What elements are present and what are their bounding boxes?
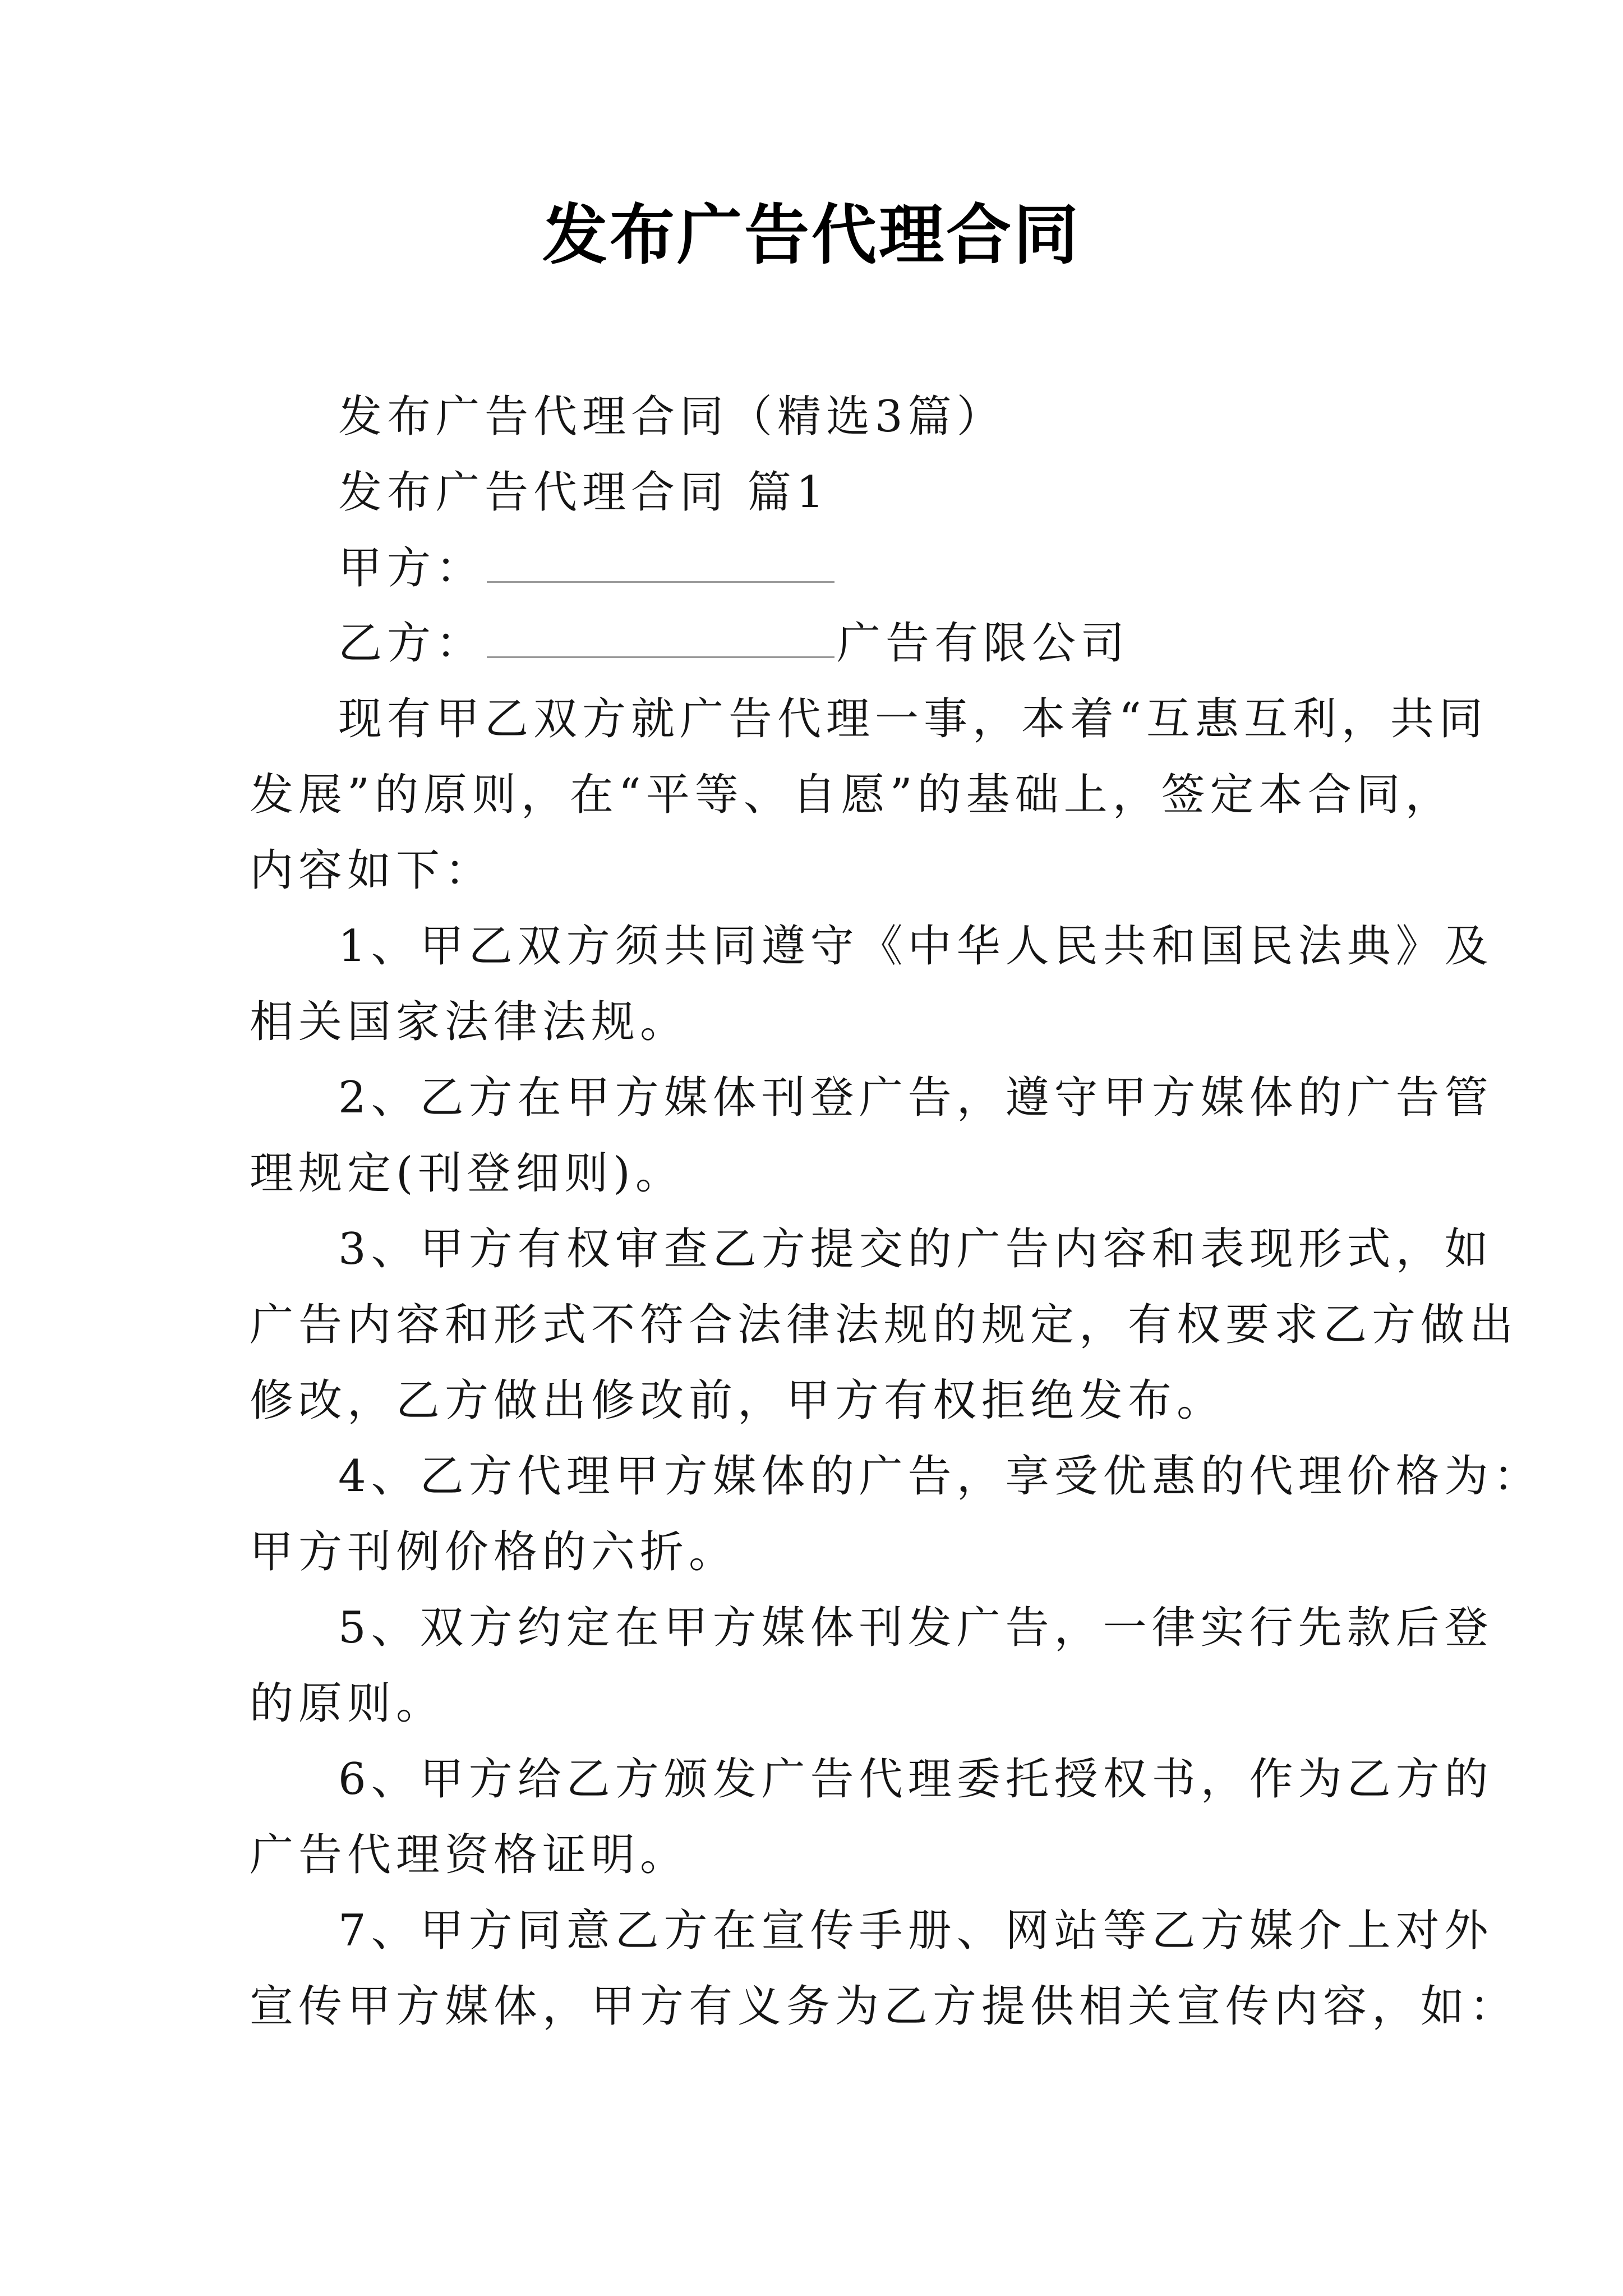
party-a-blank (487, 536, 834, 583)
party-b-suffix: 广告有限公司 (837, 618, 1130, 669)
clause-1-line: 1、甲乙双方须共同遵守《中华人民共和国民法典》及 (338, 921, 1493, 972)
clause-7-line: 宣传甲方媒体，甲方有义务为乙方提供相关宣传内容，如： (250, 1981, 1519, 2032)
intro-line: 现有甲乙双方就广告代理一事，本着“互惠互利，共同 (338, 694, 1488, 744)
clause-5-line: 5、双方约定在甲方媒体刊发广告，一律实行先款后登 (338, 1603, 1493, 1653)
document-subtitle: 发布广告代理合同（精选3篇） (338, 392, 1006, 442)
section-heading: 发布广告代理合同 篇1 (338, 467, 829, 518)
clause-6-line: 广告代理资格证明。 (250, 1830, 689, 1880)
party-a-label: 甲方： (338, 543, 485, 593)
clause-3-line: 修改，乙方做出修改前，甲方有权拒绝发布。 (250, 1375, 1226, 1426)
clause-4-line: 4、乙方代理甲方媒体的广告，享受优惠的代理价格为： (338, 1451, 1542, 1502)
clause-6-line: 6、甲方给乙方颁发广告代理委托授权书，作为乙方的 (338, 1754, 1493, 1805)
clause-3-line: 广告内容和形式不符合法律法规的规定，有权要求乙方做出 (250, 1300, 1519, 1350)
party-b-blank (487, 611, 834, 658)
document-title: 发布广告代理合同 (542, 197, 1081, 273)
intro-line: 内容如下： (250, 845, 494, 896)
clause-7-line: 7、甲方同意乙方在宣传手册、网站等乙方媒介上对外 (338, 1906, 1493, 1956)
party-a-line (338, 530, 837, 606)
clause-2-line: 2、乙方在甲方媒体刊登广告，遵守甲方媒体的广告管 (338, 1073, 1493, 1123)
party-b-line (338, 605, 1129, 682)
clause-5-line: 的原则。 (250, 1678, 445, 1729)
intro-line: 发展”的原则，在“平等、自愿”的基础上，签定本合同， (250, 770, 1454, 820)
clause-4-line: 甲方刊例价格的六折。 (250, 1527, 738, 1577)
clause-2-line: 理规定(刊登细则)。 (250, 1148, 684, 1199)
clause-1-line: 相关国家法律法规。 (250, 997, 689, 1047)
party-b-label: 乙方： (338, 618, 485, 669)
clause-3-line: 3、甲方有权审查乙方提交的广告内容和表现形式，如 (338, 1224, 1493, 1274)
